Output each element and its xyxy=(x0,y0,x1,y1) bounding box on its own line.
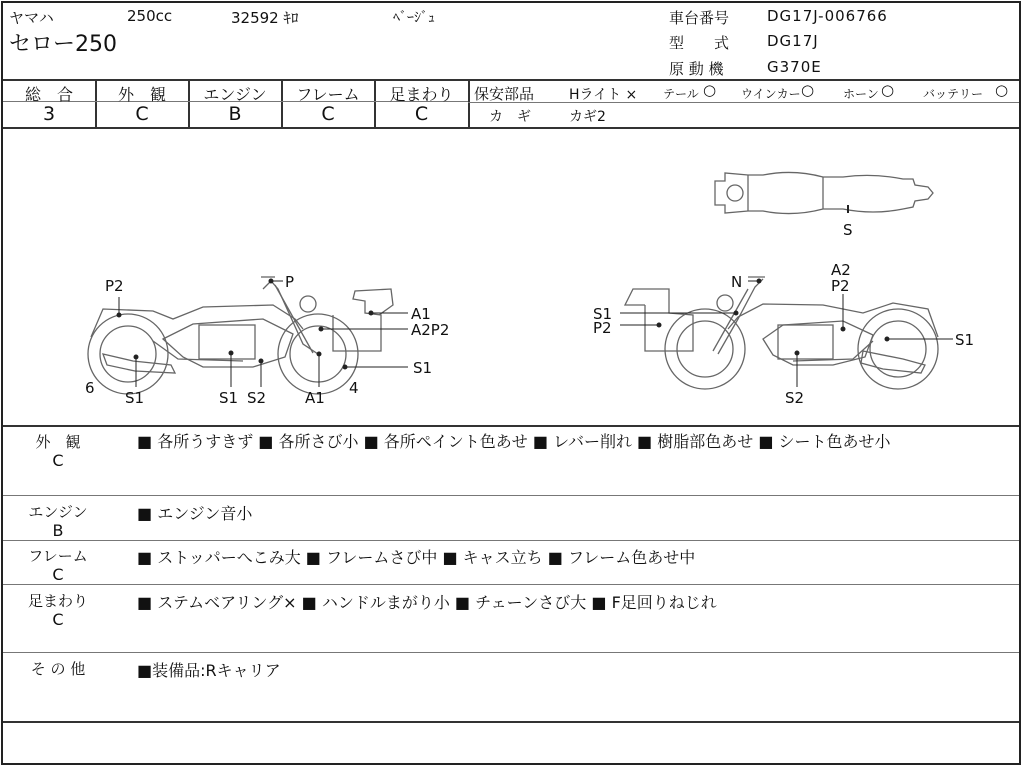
remark-text-frame: ■ ストッパーへこみ大 ■ フレームさび中 ■ キャス立ち ■ フレーム色あせ中 xyxy=(137,548,696,567)
label-4: 4 xyxy=(349,379,359,397)
label-s1: S1 xyxy=(125,389,145,407)
winker-ok-mark: ○ xyxy=(801,81,815,99)
label-p2: P2 xyxy=(831,277,850,295)
remark-grade-exterior: C xyxy=(52,451,64,470)
tail-ok-mark: ○ xyxy=(703,81,717,99)
remark-text-other: ■装備品:Rキャリア xyxy=(137,661,281,680)
label-s1: S1 xyxy=(219,389,239,407)
type-label: 型 式 xyxy=(669,34,730,52)
remark-grade-engine: B xyxy=(52,521,64,540)
remark-category-exterior: 外 観 xyxy=(35,433,81,451)
grade-suspension-label: 足まわり xyxy=(389,85,454,104)
label-p: P xyxy=(285,273,295,291)
label-s1: S1 xyxy=(413,359,433,377)
horn-label: ホーン xyxy=(843,87,879,101)
label-a1: A1 xyxy=(305,389,325,407)
horn-ok-mark: ○ xyxy=(881,81,895,99)
battery-label: バッテリー xyxy=(923,87,984,101)
label-p2: P2 xyxy=(105,277,124,295)
remark-category-other: そ の 他 xyxy=(30,660,86,678)
label-p2: P2 xyxy=(593,319,612,337)
grade-exterior-value: C xyxy=(135,103,149,125)
grade-engine-value: B xyxy=(228,103,242,125)
damage-diagram xyxy=(3,129,1021,425)
label-a2: A2 xyxy=(831,261,851,279)
label-a1: A1 xyxy=(411,305,431,323)
remark-category-frame: フレーム xyxy=(28,547,88,565)
bike-top-view xyxy=(715,172,933,213)
displacement: 250cc xyxy=(127,7,173,25)
inspection-sheet xyxy=(1,1,1021,765)
frame-no-label: 車台番号 xyxy=(669,9,730,27)
bike-left-view xyxy=(88,277,393,394)
remark-grade-frame: C xyxy=(52,565,64,584)
mileage: 32592 ｷﾛ xyxy=(231,9,299,27)
label-s1: S1 xyxy=(593,305,613,323)
frame-no: DG17J-006766 xyxy=(767,7,888,25)
label-a2p2: A2P2 xyxy=(411,321,450,339)
grade-exterior-label: 外 観 xyxy=(117,85,166,104)
label-n: N xyxy=(731,273,743,291)
safety-label: 保安部品 xyxy=(474,85,535,103)
grade-total-value: 3 xyxy=(42,103,56,125)
key-value: カギ2 xyxy=(569,109,606,125)
type: DG17J xyxy=(767,32,819,50)
grade-frame-label: フレーム xyxy=(296,85,360,104)
grade-total-label: 総 合 xyxy=(24,85,73,104)
remark-text-exterior: ■ 各所うすきず ■ 各所さび小 ■ 各所ペイント色あせ ■ レバー削れ ■ 樹脂部色あせ ■ シート色あせ小 xyxy=(137,432,891,451)
grade-frame-value: C xyxy=(321,103,335,125)
color: ﾍﾞｰｼﾞｭ xyxy=(393,10,435,26)
remark-category-suspension: 足まわり xyxy=(27,592,88,610)
grade-engine-label: エンジン xyxy=(203,85,267,104)
label-s2: S2 xyxy=(785,389,805,407)
remark-text-engine: ■ エンジン音小 xyxy=(137,504,253,523)
winker-label: ウインカー xyxy=(741,87,801,101)
battery-ok-mark: ○ xyxy=(995,81,1009,99)
model-name: セロー250 xyxy=(9,32,117,57)
tail-label: テール xyxy=(663,87,699,101)
remark-category-engine: エンジン xyxy=(28,503,88,521)
maker: ヤマハ xyxy=(9,9,54,27)
headlight-status: Hライト × xyxy=(569,87,638,103)
grade-suspension-value: C xyxy=(414,103,429,125)
divider xyxy=(3,79,1019,81)
remark-grade-suspension: C xyxy=(52,610,64,629)
engine-label: 原 動 機 xyxy=(669,60,724,78)
remark-text-suspension: ■ ステムベアリング× ■ ハンドルまがり小 ■ チェーンさび大 ■ F足回りねじれ xyxy=(137,593,717,612)
bike-right-view xyxy=(625,277,938,389)
label-s1: S1 xyxy=(955,331,975,349)
top-label-s: S xyxy=(843,221,853,239)
key-label: カ ギ xyxy=(489,109,531,125)
label-s2: S2 xyxy=(247,389,267,407)
label-6: 6 xyxy=(85,379,95,397)
engine: G370E xyxy=(767,58,822,76)
